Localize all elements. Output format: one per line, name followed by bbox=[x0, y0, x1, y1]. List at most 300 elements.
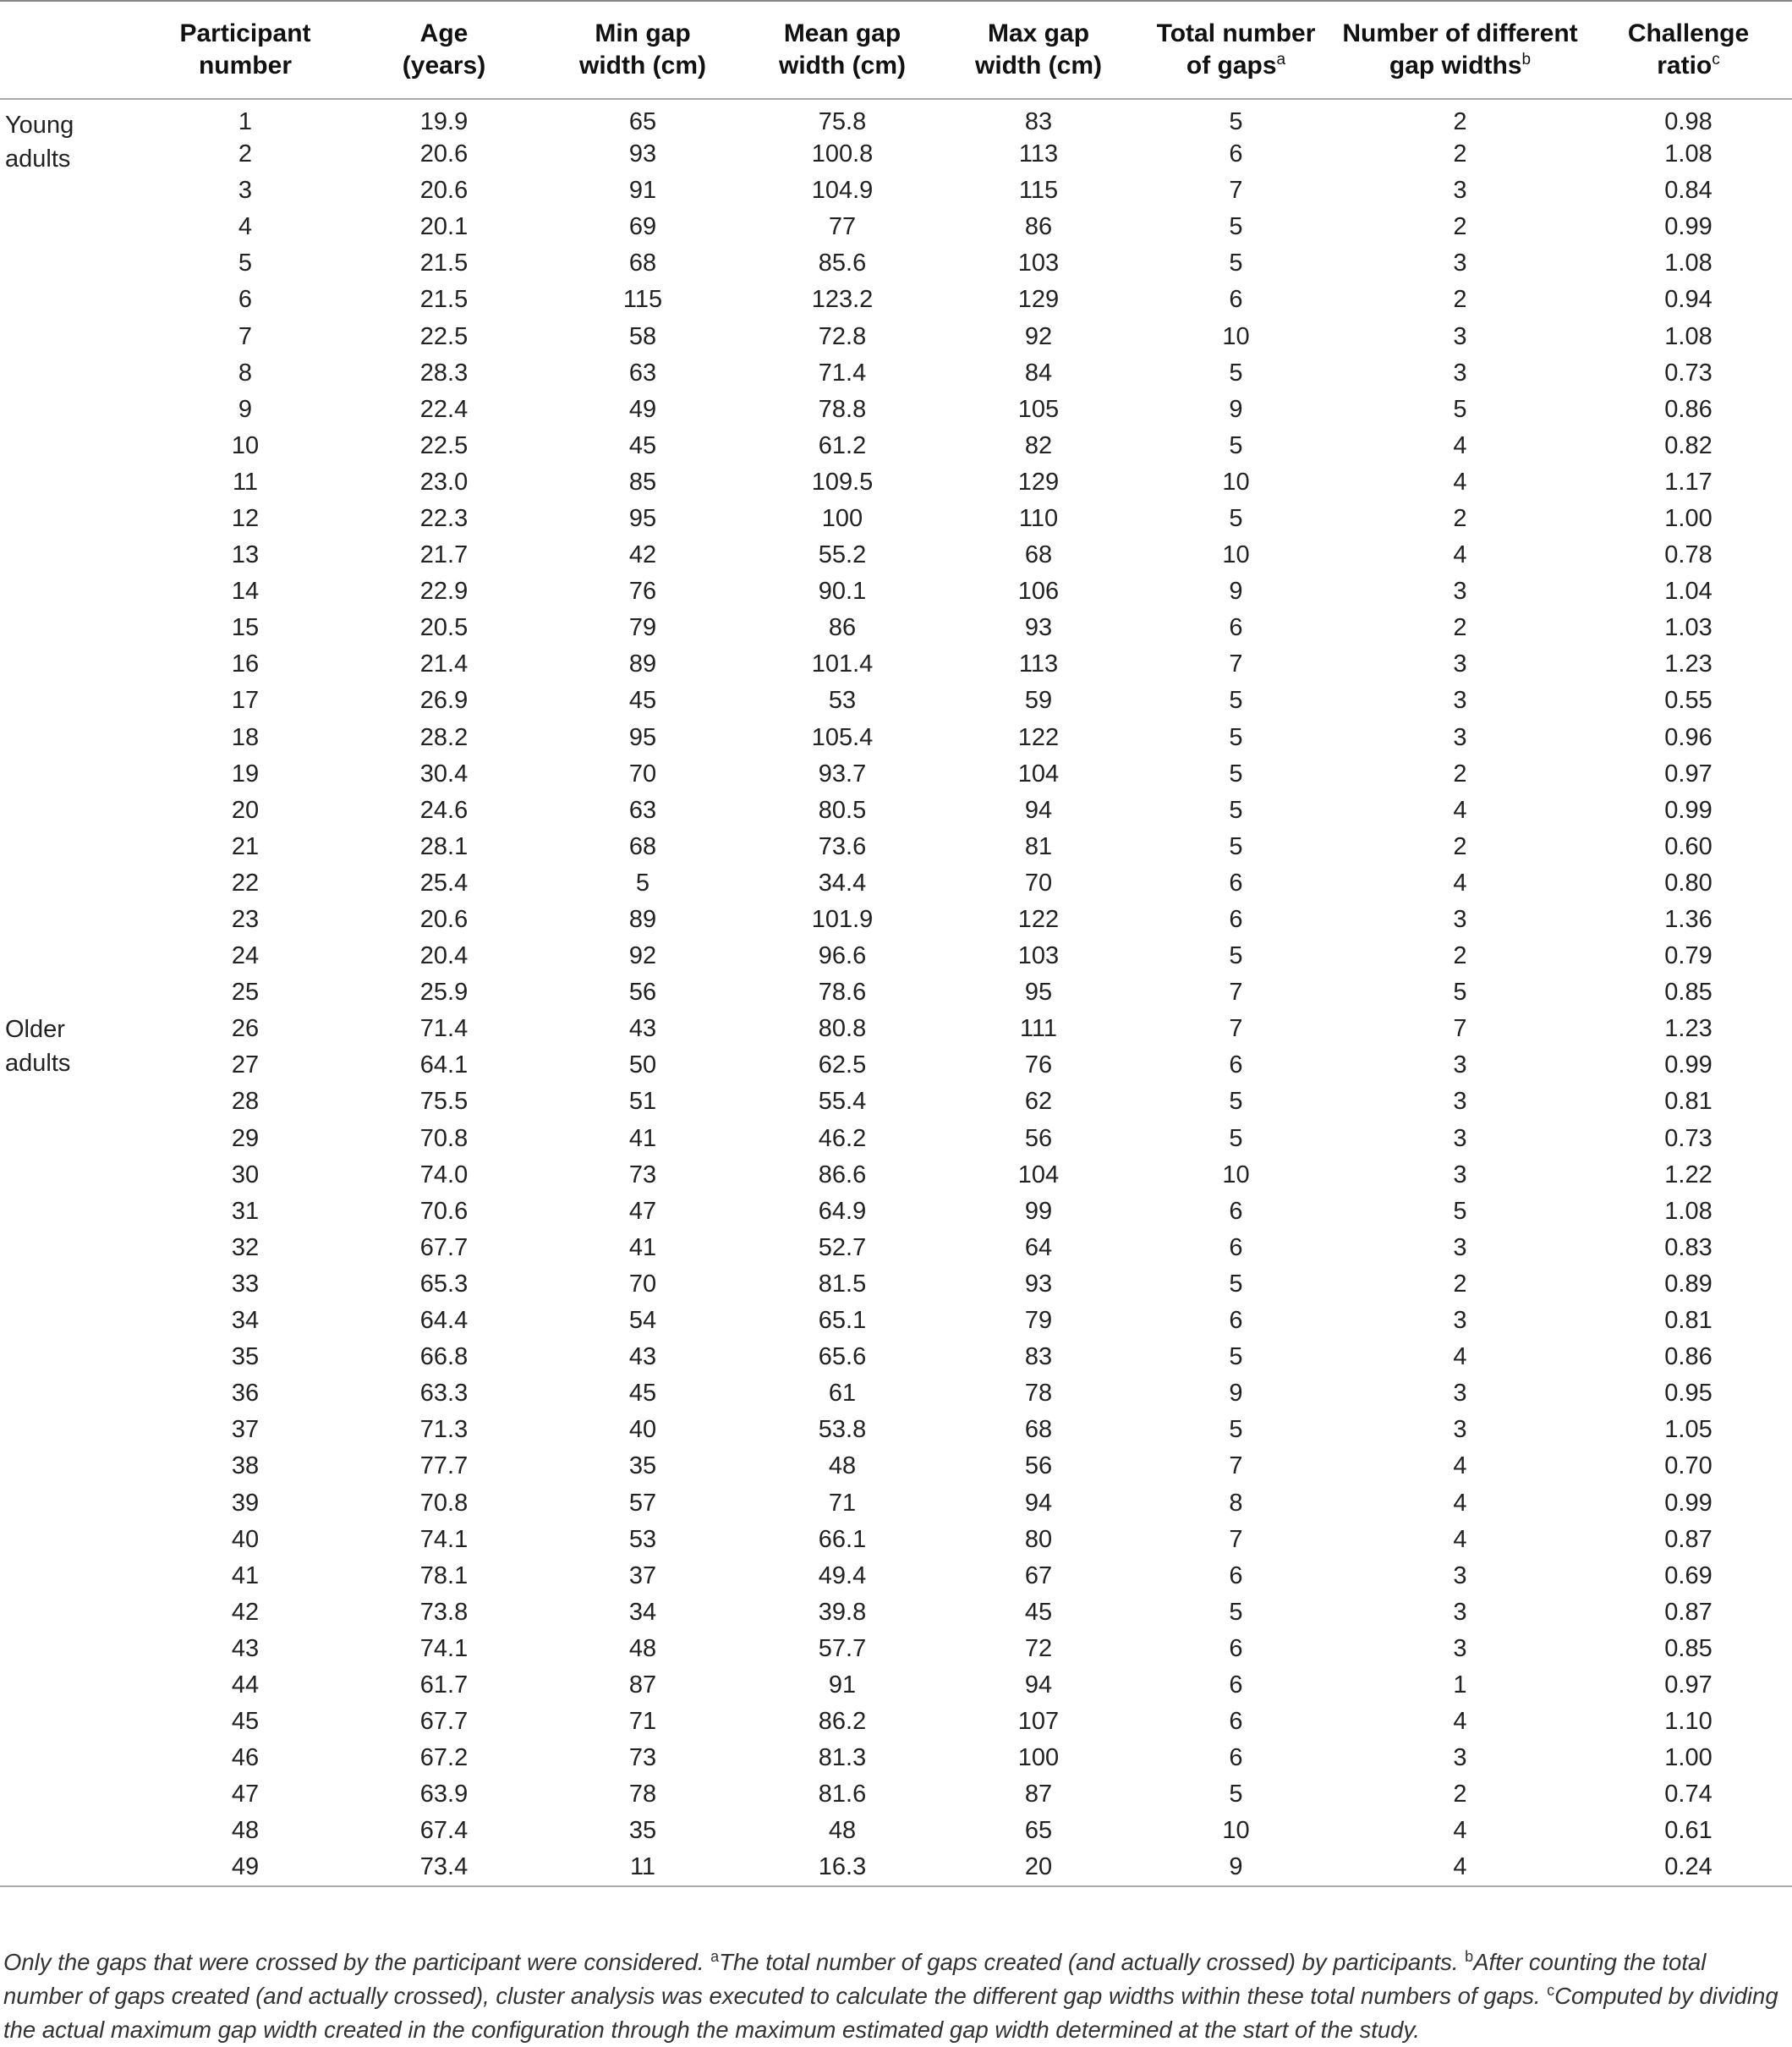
participant-number-cell: 32 bbox=[231, 1233, 260, 1261]
total-gaps-header bbox=[1137, 1, 1335, 99]
challenge-ratio-cell: 0.99 bbox=[1664, 1489, 1713, 1517]
different-widths-cell: 2 bbox=[1453, 140, 1467, 168]
min-gap-cell: 47 bbox=[628, 1197, 657, 1225]
age-cell: 21.5 bbox=[419, 286, 469, 314]
mean-gap-cell: 123.2 bbox=[811, 286, 874, 314]
total-gaps-cell: 5 bbox=[1229, 1598, 1243, 1626]
min-gap-cell: 45 bbox=[628, 431, 657, 459]
table-row bbox=[0, 902, 1792, 938]
different-widths-cell: 4 bbox=[1453, 869, 1467, 897]
min-gap-cell: 43 bbox=[628, 1015, 657, 1043]
different-widths-cell: 3 bbox=[1453, 1124, 1467, 1152]
age-cell: 20.6 bbox=[419, 177, 469, 205]
participant-number-cell: 9 bbox=[238, 395, 253, 423]
challenge-ratio-cell: 1.08 bbox=[1664, 1197, 1713, 1225]
header-line: Max gap bbox=[987, 19, 1090, 47]
total-gaps-cell: 6 bbox=[1229, 1233, 1243, 1261]
challenge-ratio-cell: 0.87 bbox=[1664, 1598, 1713, 1626]
total-gaps-cell: 5 bbox=[1229, 1124, 1243, 1152]
challenge-ratio-cell: 0.24 bbox=[1664, 1852, 1713, 1880]
participant-number-cell: 27 bbox=[231, 1051, 260, 1079]
mean-gap-cell: 78.8 bbox=[818, 395, 867, 423]
age-cell: 22.5 bbox=[419, 431, 469, 459]
total-gaps-cell: 5 bbox=[1229, 250, 1243, 277]
mean-gap-cell: 65.1 bbox=[818, 1307, 867, 1335]
age-cell: 20.5 bbox=[419, 614, 469, 642]
challenge-ratio-cell: 0.61 bbox=[1664, 1817, 1713, 1845]
age-cell: 71.4 bbox=[419, 1015, 469, 1043]
age-cell: 71.3 bbox=[419, 1416, 469, 1444]
mean-gap-cell: 55.4 bbox=[818, 1088, 867, 1116]
total-gaps-cell: 6 bbox=[1229, 614, 1243, 642]
min-gap-cell: 48 bbox=[628, 1634, 657, 1662]
mean-gap-cell: 96.6 bbox=[818, 942, 867, 970]
different-widths-cell: 2 bbox=[1453, 286, 1467, 314]
different-widths-cell: 3 bbox=[1453, 1380, 1467, 1408]
challenge-ratio-cell: 1.23 bbox=[1664, 650, 1713, 678]
table-row bbox=[0, 99, 1792, 136]
min-gap-cell: 53 bbox=[628, 1525, 657, 1553]
mean-gap-cell: 48 bbox=[828, 1817, 857, 1845]
max-gap-cell: 56 bbox=[1024, 1124, 1053, 1152]
different-widths-cell: 2 bbox=[1453, 832, 1467, 860]
min-gap-cell: 73 bbox=[628, 1744, 657, 1772]
min-gap-cell: 92 bbox=[628, 942, 657, 970]
age-cell: 74.1 bbox=[419, 1525, 469, 1553]
mean-gap-cell: 66.1 bbox=[818, 1525, 867, 1553]
table-row bbox=[0, 1631, 1792, 1667]
different-widths-cell: 2 bbox=[1453, 504, 1467, 532]
participant-number-cell: 49 bbox=[231, 1852, 260, 1880]
min-gap-cell: 35 bbox=[628, 1817, 657, 1845]
total-gaps-cell: 6 bbox=[1229, 286, 1243, 314]
participant-number-cell: 10 bbox=[231, 431, 260, 459]
participant-number-cell: 5 bbox=[238, 250, 253, 277]
participant-number-cell: 40 bbox=[231, 1525, 260, 1553]
table-row bbox=[0, 1303, 1792, 1339]
max-gap-cell: 100 bbox=[1017, 1744, 1060, 1772]
mean-gap-cell: 34.4 bbox=[818, 869, 867, 897]
table-row bbox=[0, 1121, 1792, 1157]
table-row bbox=[0, 829, 1792, 865]
max-gap-cell: 65 bbox=[1024, 1817, 1053, 1845]
table-row bbox=[0, 720, 1792, 756]
different-widths-cell: 3 bbox=[1453, 1051, 1467, 1079]
table-row bbox=[0, 355, 1792, 392]
mean-gap-cell: 101.9 bbox=[811, 906, 874, 934]
participant-number-cell: 23 bbox=[231, 906, 260, 934]
table-row bbox=[0, 1266, 1792, 1303]
participant-number-cell: 26 bbox=[231, 1015, 260, 1043]
participant-number-cell: 17 bbox=[231, 687, 260, 715]
participant-number-cell: 25 bbox=[231, 979, 260, 1007]
max-gap-cell: 122 bbox=[1017, 906, 1060, 934]
group-label-line: adults bbox=[5, 145, 71, 173]
total-gaps-cell: 5 bbox=[1229, 213, 1243, 241]
challenge-ratio-cell: 0.70 bbox=[1664, 1452, 1713, 1480]
mean-gap-cell: 100 bbox=[821, 504, 863, 532]
min-gap-cell: 40 bbox=[628, 1416, 657, 1444]
mean-gap-cell: 71 bbox=[828, 1489, 857, 1517]
table-row bbox=[0, 464, 1792, 501]
participant-number-cell: 16 bbox=[231, 650, 260, 678]
max-gap-cell: 111 bbox=[1019, 1015, 1058, 1043]
header-line: Total number bbox=[1156, 19, 1316, 47]
age-cell: 67.2 bbox=[419, 1744, 469, 1772]
age-cell: 73.4 bbox=[419, 1852, 469, 1880]
participant-number-cell: 14 bbox=[231, 578, 260, 606]
mean-gap-cell: 52.7 bbox=[818, 1233, 867, 1261]
max-gap-cell: 59 bbox=[1024, 687, 1053, 715]
age-cell: 65.3 bbox=[419, 1270, 469, 1298]
max-gap-cell: 94 bbox=[1024, 796, 1053, 824]
table-header bbox=[0, 1, 1792, 99]
max-gap-cell: 62 bbox=[1024, 1088, 1053, 1116]
mean-gap-cell: 109.5 bbox=[811, 468, 874, 496]
mean-gap-cell: 77 bbox=[828, 213, 857, 241]
table-row bbox=[0, 1339, 1792, 1375]
different-widths-cell: 4 bbox=[1453, 468, 1467, 496]
challenge-ratio-cell: 0.96 bbox=[1664, 723, 1713, 751]
max-gap-cell: 92 bbox=[1024, 322, 1053, 350]
group-label-line: Young bbox=[5, 112, 74, 139]
different-widths-cell: 3 bbox=[1453, 322, 1467, 350]
challenge-ratio-cell: 0.85 bbox=[1664, 1634, 1713, 1662]
max-gap-cell: 129 bbox=[1017, 286, 1060, 314]
age-cell: 75.5 bbox=[419, 1088, 469, 1116]
different-widths-cell: 2 bbox=[1453, 1781, 1467, 1808]
mean-gap-cell: 53 bbox=[828, 687, 857, 715]
max-gap-cell: 94 bbox=[1024, 1489, 1053, 1517]
age-cell: 63.9 bbox=[419, 1781, 469, 1808]
mean-gap-cell: 61 bbox=[828, 1380, 857, 1408]
different-widths-cell: 4 bbox=[1453, 796, 1467, 824]
header-line: Challenge bbox=[1627, 19, 1750, 47]
age-cell: 70.8 bbox=[419, 1124, 469, 1152]
max-gap-cell: 107 bbox=[1017, 1708, 1060, 1736]
min-gap-cell: 85 bbox=[628, 468, 657, 496]
participant-number-header bbox=[144, 1, 347, 99]
max-gap-cell: 104 bbox=[1017, 1161, 1060, 1188]
challenge-ratio-cell: 0.73 bbox=[1664, 359, 1713, 387]
participant-number-cell: 19 bbox=[231, 760, 260, 788]
different-widths-cell: 4 bbox=[1453, 1708, 1467, 1736]
mean-gap-cell: 53.8 bbox=[818, 1416, 867, 1444]
mean-gap-cell: 86 bbox=[828, 614, 857, 642]
header-line: ratio$^c$ bbox=[1657, 51, 1720, 80]
table-row bbox=[0, 1157, 1792, 1194]
mean-gap-cell: 49.4 bbox=[818, 1561, 867, 1589]
table-row bbox=[0, 173, 1792, 209]
different-widths-cell: 3 bbox=[1453, 1598, 1467, 1626]
age-cell: 21.7 bbox=[419, 541, 469, 569]
total-gaps-cell: 10 bbox=[1222, 1161, 1250, 1188]
age-cell: 28.3 bbox=[419, 359, 469, 387]
total-gaps-cell: 9 bbox=[1229, 1380, 1243, 1408]
table-row bbox=[0, 1194, 1792, 1230]
table-row bbox=[0, 1740, 1792, 1776]
different-widths-cell: 2 bbox=[1453, 108, 1467, 135]
max-gap-cell: 20 bbox=[1024, 1852, 1053, 1880]
total-gaps-cell: 10 bbox=[1222, 322, 1250, 350]
table-row bbox=[0, 865, 1792, 902]
participant-number-cell: 3 bbox=[238, 177, 253, 205]
max-gap-cell: 79 bbox=[1024, 1307, 1053, 1335]
total-gaps-cell: 5 bbox=[1229, 760, 1243, 788]
age-cell: 28.2 bbox=[419, 723, 469, 751]
min-gap-cell: 91 bbox=[628, 177, 657, 205]
challenge-ratio-cell: 1.22 bbox=[1664, 1161, 1713, 1188]
participant-number-cell: 15 bbox=[231, 614, 260, 642]
participant-number-cell: 34 bbox=[231, 1307, 260, 1335]
table-row bbox=[0, 1375, 1792, 1412]
table-row bbox=[0, 318, 1792, 354]
different-widths-cell: 3 bbox=[1453, 1416, 1467, 1444]
total-gaps-cell: 6 bbox=[1229, 1708, 1243, 1736]
different-widths-cell: 7 bbox=[1453, 1015, 1467, 1043]
table-row bbox=[0, 1448, 1792, 1484]
mean-gap-cell: 80.8 bbox=[818, 1015, 867, 1043]
age-cell: 20.6 bbox=[419, 140, 469, 168]
max-gap-cell: 113 bbox=[1018, 140, 1059, 168]
mean-gap-cell: 78.6 bbox=[818, 979, 867, 1007]
max-gap-cell: 82 bbox=[1024, 431, 1053, 459]
mean-gap-cell: 65.6 bbox=[818, 1343, 867, 1371]
age-cell: 20.1 bbox=[419, 213, 469, 241]
min-gap-cell: 68 bbox=[628, 832, 657, 860]
challenge-ratio-cell: 0.83 bbox=[1664, 1233, 1713, 1261]
footnote-text: After counting the total number of gaps created (and actually crossed), cluster analysis was executed to calculate the different gap widths within these total numbers of gaps. bbox=[3, 1949, 1707, 2009]
different-widths-cell: 4 bbox=[1453, 431, 1467, 459]
min-gap-cell: 89 bbox=[628, 906, 657, 934]
min-gap-cell: 71 bbox=[628, 1708, 657, 1736]
total-gaps-cell: 6 bbox=[1229, 1561, 1243, 1589]
total-gaps-cell: 10 bbox=[1222, 1817, 1250, 1845]
max-gap-cell: 99 bbox=[1024, 1197, 1053, 1225]
table-row bbox=[0, 1849, 1792, 1885]
mean-gap-cell: 86.6 bbox=[818, 1161, 867, 1188]
mean-gap-cell: 55.2 bbox=[818, 541, 867, 569]
different-widths-cell: 3 bbox=[1453, 250, 1467, 277]
total-gaps-cell: 9 bbox=[1229, 395, 1243, 423]
challenge-ratio-cell: 1.23 bbox=[1664, 1015, 1713, 1043]
table-row bbox=[0, 573, 1792, 610]
challenge-ratio-cell: 0.69 bbox=[1664, 1561, 1713, 1589]
table-row bbox=[0, 1047, 1792, 1084]
max-gap-cell: 86 bbox=[1024, 213, 1053, 241]
min-gap-cell: 45 bbox=[628, 1380, 657, 1408]
header-row bbox=[0, 1, 1792, 99]
participant-number-cell: 33 bbox=[231, 1270, 260, 1298]
challenge-ratio-cell: 1.00 bbox=[1664, 1744, 1713, 1772]
min-gap-cell: 93 bbox=[628, 140, 657, 168]
table-row bbox=[0, 1704, 1792, 1740]
age-cell: 67.4 bbox=[419, 1817, 469, 1845]
group-label-line: adults bbox=[5, 1050, 71, 1078]
different-widths-cell: 4 bbox=[1453, 1525, 1467, 1553]
age-cell: 74.0 bbox=[419, 1161, 469, 1188]
different-widths-cell: 2 bbox=[1453, 1270, 1467, 1298]
max-gap-cell: 72 bbox=[1024, 1634, 1053, 1662]
min-gap-width-header bbox=[541, 1, 744, 99]
participant-number-cell: 6 bbox=[238, 286, 253, 314]
age-cell: 78.1 bbox=[419, 1561, 469, 1589]
age-cell: 22.5 bbox=[419, 322, 469, 350]
different-widths-cell: 5 bbox=[1453, 1197, 1467, 1225]
header-line: gap widths$^b$ bbox=[1389, 51, 1532, 80]
table-row bbox=[0, 1594, 1792, 1631]
header-line: width (cm) bbox=[579, 52, 706, 80]
table-row bbox=[0, 1776, 1792, 1813]
footnote-text: Computed by dividing the actual maximum gap width created in the configuration through the maximum estimated gap width determined at the start of the study. bbox=[3, 1983, 1778, 2043]
total-gaps-cell: 10 bbox=[1222, 468, 1250, 496]
participant-number-cell: 13 bbox=[231, 541, 260, 569]
challenge-ratio-cell: 0.99 bbox=[1664, 213, 1713, 241]
total-gaps-cell: 7 bbox=[1229, 1015, 1243, 1043]
mean-gap-cell: 105.4 bbox=[811, 723, 874, 751]
min-gap-cell: 79 bbox=[628, 614, 657, 642]
min-gap-cell: 57 bbox=[628, 1489, 657, 1517]
participant-number-cell: 21 bbox=[231, 832, 260, 860]
mean-gap-cell: 39.8 bbox=[818, 1598, 867, 1626]
max-gap-cell: 68 bbox=[1024, 541, 1053, 569]
max-gap-cell: 84 bbox=[1024, 359, 1053, 387]
mean-gap-cell: 81.6 bbox=[818, 1781, 867, 1808]
different-widths-cell: 4 bbox=[1453, 1489, 1467, 1517]
challenge-ratio-cell: 0.81 bbox=[1664, 1307, 1713, 1335]
total-gaps-cell: 6 bbox=[1229, 869, 1243, 897]
participant-number-cell: 37 bbox=[231, 1416, 260, 1444]
total-gaps-cell: 5 bbox=[1229, 687, 1243, 715]
table-row bbox=[0, 610, 1792, 646]
total-gaps-cell: 7 bbox=[1229, 979, 1243, 1007]
challenge-ratio-cell: 0.89 bbox=[1664, 1270, 1713, 1298]
footnote-marker: c bbox=[1547, 1981, 1555, 1999]
different-widths-cell: 3 bbox=[1453, 687, 1467, 715]
max-gap-cell: 103 bbox=[1017, 942, 1060, 970]
mean-gap-cell: 101.4 bbox=[811, 650, 874, 678]
participant-number-cell: 7 bbox=[238, 322, 253, 350]
max-gap-cell: 93 bbox=[1024, 614, 1053, 642]
table-row bbox=[0, 938, 1792, 974]
challenge-ratio-cell: 0.94 bbox=[1664, 286, 1713, 314]
mean-gap-cell: 81.5 bbox=[818, 1270, 867, 1298]
participant-number-cell: 30 bbox=[231, 1161, 260, 1188]
challenge-ratio-cell: 0.87 bbox=[1664, 1525, 1713, 1553]
min-gap-cell: 89 bbox=[628, 650, 657, 678]
different-widths-cell: 5 bbox=[1453, 395, 1467, 423]
different-widths-cell: 3 bbox=[1453, 906, 1467, 934]
total-gaps-cell: 5 bbox=[1229, 504, 1243, 532]
different-widths-cell: 3 bbox=[1453, 650, 1467, 678]
challenge-ratio-cell: 0.81 bbox=[1664, 1088, 1713, 1116]
max-gap-cell: 113 bbox=[1018, 650, 1059, 678]
participant-number-cell: 28 bbox=[231, 1088, 260, 1116]
table-row bbox=[0, 793, 1792, 829]
table-row bbox=[0, 1522, 1792, 1558]
total-gaps-cell: 5 bbox=[1229, 832, 1243, 860]
mean-gap-cell: 93.7 bbox=[818, 760, 867, 788]
group-label bbox=[0, 99, 144, 1011]
total-gaps-cell: 7 bbox=[1229, 650, 1243, 678]
age-cell: 20.6 bbox=[419, 906, 469, 934]
mean-gap-cell: 46.2 bbox=[818, 1124, 867, 1152]
table-row bbox=[0, 209, 1792, 245]
header-line: Number of different bbox=[1342, 19, 1578, 47]
age-cell: 25.4 bbox=[419, 869, 469, 897]
age-cell: 19.9 bbox=[419, 108, 469, 135]
challenge-ratio-cell: 0.78 bbox=[1664, 541, 1713, 569]
table-body bbox=[0, 99, 1792, 1886]
footnote-text: Only the gaps that were crossed by the participant were considered. bbox=[3, 1949, 711, 1975]
min-gap-cell: 69 bbox=[628, 213, 657, 241]
mean-gap-cell: 73.6 bbox=[818, 832, 867, 860]
age-cell: 67.7 bbox=[419, 1233, 469, 1261]
min-gap-cell: 43 bbox=[628, 1343, 657, 1371]
different-widths-cell: 5 bbox=[1453, 979, 1467, 1007]
challenge-ratio-cell: 0.74 bbox=[1664, 1781, 1713, 1808]
table-row bbox=[0, 245, 1792, 282]
challenge-ratio-cell: 1.08 bbox=[1664, 250, 1713, 277]
challenge-ratio-cell: 0.80 bbox=[1664, 869, 1713, 897]
table-footnotes bbox=[3, 1945, 1786, 2047]
mean-gap-cell: 75.8 bbox=[818, 108, 867, 135]
max-gap-cell: 80 bbox=[1024, 1525, 1053, 1553]
header-line: width (cm) bbox=[779, 52, 906, 80]
table-row bbox=[0, 756, 1792, 793]
footnote-marker: b bbox=[1521, 51, 1532, 69]
min-gap-cell: 68 bbox=[628, 250, 657, 277]
challenge-ratio-cell: 0.84 bbox=[1664, 177, 1713, 205]
challenge-ratio-cell: 0.73 bbox=[1664, 1124, 1713, 1152]
total-gaps-cell: 6 bbox=[1229, 1307, 1243, 1335]
min-gap-cell: 50 bbox=[628, 1051, 657, 1079]
participant-number-cell: 4 bbox=[238, 213, 253, 241]
min-gap-cell: 70 bbox=[628, 1270, 657, 1298]
challenge-ratio-cell: 0.97 bbox=[1664, 1671, 1713, 1699]
max-gap-cell: 122 bbox=[1017, 723, 1060, 751]
max-gap-cell: 45 bbox=[1024, 1598, 1053, 1626]
min-gap-cell: 63 bbox=[628, 796, 657, 824]
min-gap-cell: 35 bbox=[628, 1452, 657, 1480]
min-gap-cell: 45 bbox=[628, 687, 657, 715]
table-row bbox=[0, 428, 1792, 464]
mean-gap-cell: 71.4 bbox=[818, 359, 867, 387]
challenge-ratio-cell: 0.99 bbox=[1664, 1051, 1713, 1079]
footnote-marker: a bbox=[710, 1947, 720, 1965]
max-gap-cell: 67 bbox=[1024, 1561, 1053, 1589]
max-gap-cell: 115 bbox=[1018, 177, 1059, 205]
min-gap-cell: 95 bbox=[628, 723, 657, 751]
max-gap-cell: 110 bbox=[1018, 504, 1059, 532]
participant-number-cell: 24 bbox=[231, 942, 260, 970]
total-gaps-cell: 9 bbox=[1229, 1852, 1243, 1880]
mean-gap-cell: 100.8 bbox=[811, 140, 874, 168]
different-widths-cell: 3 bbox=[1453, 1744, 1467, 1772]
total-gaps-cell: 5 bbox=[1229, 108, 1243, 135]
mean-gap-cell: 90.1 bbox=[818, 578, 867, 606]
challenge-ratio-cell: 1.10 bbox=[1664, 1708, 1713, 1736]
age-cell: 63.3 bbox=[419, 1380, 469, 1408]
different-widths-cell: 2 bbox=[1453, 614, 1467, 642]
min-gap-cell: 42 bbox=[628, 541, 657, 569]
participant-number-cell: 39 bbox=[231, 1489, 260, 1517]
min-gap-cell: 63 bbox=[628, 359, 657, 387]
different-widths-cell: 3 bbox=[1453, 1307, 1467, 1335]
total-gaps-cell: 5 bbox=[1229, 1416, 1243, 1444]
max-gap-cell: 87 bbox=[1024, 1781, 1053, 1808]
age-cell: 20.4 bbox=[419, 942, 469, 970]
